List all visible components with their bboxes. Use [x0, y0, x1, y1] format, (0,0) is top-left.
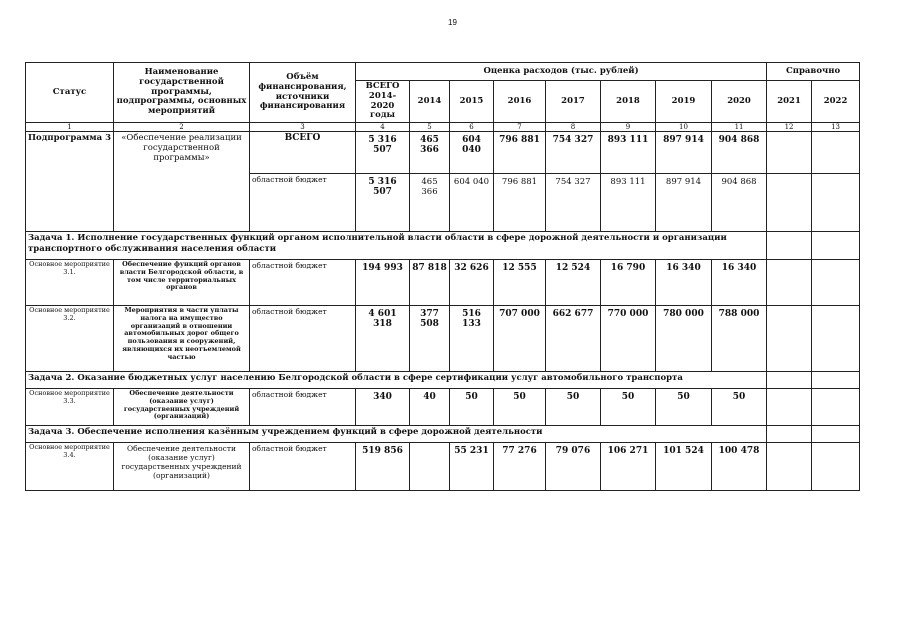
- measure-status: Основное мероприятие 3.4.: [26, 443, 114, 491]
- value-cell: 788 000: [712, 306, 767, 372]
- value-cell: 12 524: [546, 260, 601, 306]
- source-cell: областной бюджет: [250, 306, 356, 372]
- column-number: 10: [656, 123, 712, 132]
- table-row: [26, 389, 860, 426]
- header-year: 2018: [601, 81, 656, 123]
- header-estimate: Оценка расходов (тыс. рублей): [356, 63, 767, 81]
- value-cell: 519 856: [356, 443, 410, 491]
- value-cell: 340: [356, 389, 410, 426]
- empty-cell: [812, 443, 860, 491]
- task-row: [26, 426, 860, 443]
- value-cell: 770 000: [601, 306, 656, 372]
- subprogram-status: Подпрограмма 3: [26, 132, 114, 232]
- value-cell: 604 040: [450, 132, 494, 174]
- value-cell: 754 327: [546, 174, 601, 232]
- table-row: [26, 260, 860, 306]
- header-year: 2019: [656, 81, 712, 123]
- header-volume: Объём финансирования, источники финансирования: [250, 63, 356, 123]
- column-number: 2: [114, 123, 250, 132]
- value-cell: 194 993: [356, 260, 410, 306]
- column-number: 13: [812, 123, 860, 132]
- page-number: 19: [448, 18, 457, 27]
- value-cell: 77 276: [494, 443, 546, 491]
- column-number: 4: [356, 123, 410, 132]
- value-cell: 796 881: [494, 174, 546, 232]
- value-cell: 780 000: [656, 306, 712, 372]
- column-number: 5: [410, 123, 450, 132]
- value-cell: 465 366: [410, 132, 450, 174]
- empty-cell: [812, 426, 860, 443]
- task-title: Задача 3. Обеспечение исполнения казённым учреждением функций в сфере дорожной деятельности: [26, 426, 767, 443]
- column-number: 7: [494, 123, 546, 132]
- empty-cell: [812, 132, 860, 174]
- header-reference: Справочно: [767, 63, 860, 81]
- value-cell: 50: [546, 389, 601, 426]
- column-number: 12: [767, 123, 812, 132]
- header-year: 2016: [494, 81, 546, 123]
- empty-cell: [812, 389, 860, 426]
- value-cell: 79 076: [546, 443, 601, 491]
- measure-name: Обеспечение деятельности (оказание услуг) государственных учреждений (организаций): [114, 443, 250, 491]
- header-year: 2017: [546, 81, 601, 123]
- value-cell: 904 868: [712, 132, 767, 174]
- header-year: 2014: [410, 81, 450, 123]
- column-number: 11: [712, 123, 767, 132]
- value-cell: 50: [494, 389, 546, 426]
- value-cell: 50: [656, 389, 712, 426]
- empty-cell: [812, 260, 860, 306]
- value-cell: 516 133: [450, 306, 494, 372]
- empty-cell: [767, 372, 812, 389]
- empty-cell: [812, 372, 860, 389]
- measure-name: Мероприятия в части уплаты налога на имущество организаций в отношении автомобильных дорог общего пользования и сооружений, являющихся их неотъемлемой частью: [114, 306, 250, 372]
- task-title: Задача 2. Оказание бюджетных услуг населению Белгородской области в сфере сертификации услуг автомобильного транспорта: [26, 372, 767, 389]
- value-cell: 897 914: [656, 132, 712, 174]
- empty-cell: [812, 174, 860, 232]
- table-row: [26, 443, 860, 491]
- header-year: 2015: [450, 81, 494, 123]
- expenses-table: [25, 62, 860, 491]
- empty-cell: [767, 306, 812, 372]
- value-cell: 32 626: [450, 260, 494, 306]
- value-cell: 4 601 318: [356, 306, 410, 372]
- value-cell: 662 677: [546, 306, 601, 372]
- empty-cell: [767, 132, 812, 174]
- header-ref-year: 2022: [812, 81, 860, 123]
- header-name: Наименование государственной программы, подпрограммы, основных мероприятий: [114, 63, 250, 123]
- empty-cell: [767, 174, 812, 232]
- value-cell: 100 478: [712, 443, 767, 491]
- header-status: Статус: [26, 63, 114, 123]
- empty-cell: [767, 443, 812, 491]
- value-cell: 50: [601, 389, 656, 426]
- source-cell: областной бюджет: [250, 389, 356, 426]
- source-cell: ВСЕГО: [250, 132, 356, 174]
- value-cell: 16 340: [712, 260, 767, 306]
- measure-name: Обеспечение деятельности (оказание услуг) государственных учреждений (организаций): [114, 389, 250, 426]
- value-cell: 897 914: [656, 174, 712, 232]
- value-cell: 50: [712, 389, 767, 426]
- source-cell: областной бюджет: [250, 260, 356, 306]
- value-cell: 106 271: [601, 443, 656, 491]
- value-cell: 101 524: [656, 443, 712, 491]
- value-cell: 50: [450, 389, 494, 426]
- value-cell: 16 790: [601, 260, 656, 306]
- value-cell: 87 818: [410, 260, 450, 306]
- value-cell: 5 316 507: [356, 132, 410, 174]
- task-row: [26, 232, 860, 260]
- task-row: [26, 372, 860, 389]
- measure-status: Основное мероприятие 3.1.: [26, 260, 114, 306]
- header-ref-year: 2021: [767, 81, 812, 123]
- source-cell: областной бюджет: [250, 174, 356, 232]
- header-year: 2020: [712, 81, 767, 123]
- measure-status: Основное мероприятие 3.3.: [26, 389, 114, 426]
- value-cell: 796 881: [494, 132, 546, 174]
- empty-cell: [767, 389, 812, 426]
- task-title: Задача 1. Исполнение государственных функций органом исполнительной власти области в сфере дорожной деятельности и организации транспортного обслуживания населения области: [26, 232, 767, 260]
- value-cell: 12 555: [494, 260, 546, 306]
- table-row: [26, 132, 860, 174]
- empty-cell: [812, 232, 860, 260]
- column-number: 9: [601, 123, 656, 132]
- value-cell: 465 366: [410, 174, 450, 232]
- empty-cell: [767, 426, 812, 443]
- value-cell: 40: [410, 389, 450, 426]
- table-row: [26, 306, 860, 372]
- empty-cell: [812, 306, 860, 372]
- column-number: 3: [250, 123, 356, 132]
- value-cell: [410, 443, 450, 491]
- value-cell: 893 111: [601, 174, 656, 232]
- measure-name: Обеспечение функций органов власти Белгородской области, в том числе территориальных органов: [114, 260, 250, 306]
- value-cell: 55 231: [450, 443, 494, 491]
- subprogram-name: «Обеспечение реализации государственной программы»: [114, 132, 250, 232]
- measure-status: Основное мероприятие 3.2.: [26, 306, 114, 372]
- value-cell: 5 316 507: [356, 174, 410, 232]
- column-number: 8: [546, 123, 601, 132]
- source-cell: областной бюджет: [250, 443, 356, 491]
- value-cell: 16 340: [656, 260, 712, 306]
- value-cell: 893 111: [601, 132, 656, 174]
- column-number: 1: [26, 123, 114, 132]
- empty-cell: [767, 232, 812, 260]
- value-cell: 604 040: [450, 174, 494, 232]
- value-cell: 377 508: [410, 306, 450, 372]
- header-total: ВСЕГО 2014-2020 годы: [356, 81, 410, 123]
- value-cell: 707 000: [494, 306, 546, 372]
- value-cell: 754 327: [546, 132, 601, 174]
- column-numbers-row: [26, 123, 860, 132]
- column-number: 6: [450, 123, 494, 132]
- empty-cell: [767, 260, 812, 306]
- value-cell: 904 868: [712, 174, 767, 232]
